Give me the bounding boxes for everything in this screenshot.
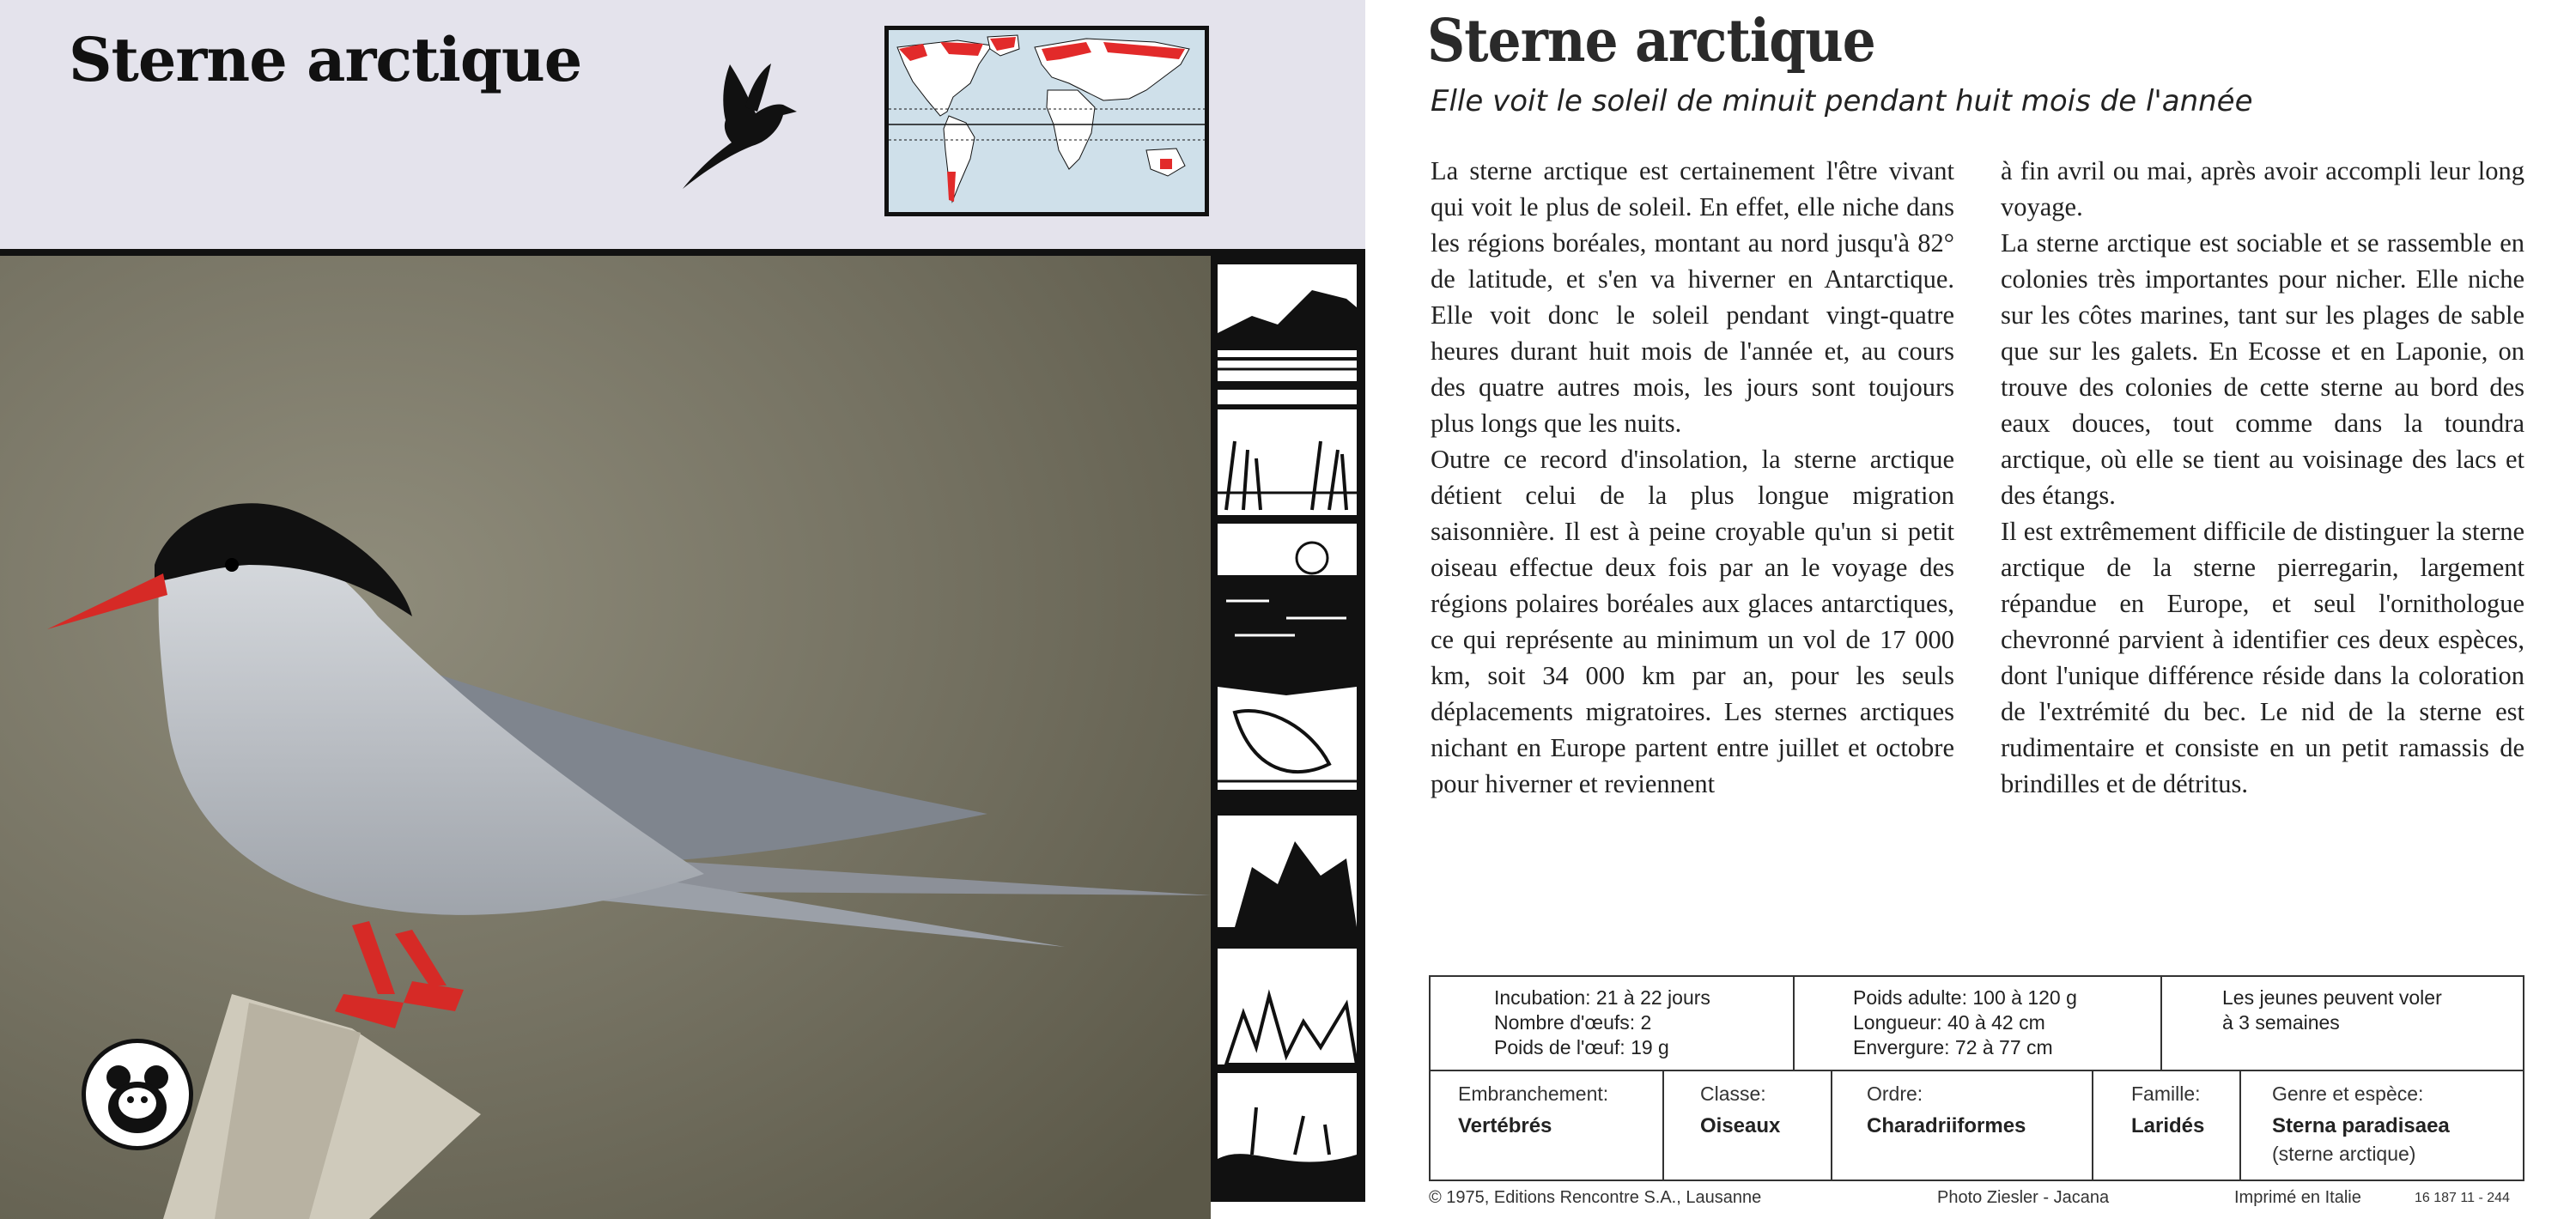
habitat-icon-reef	[1218, 936, 1357, 1064]
page-subtitle: Elle voit le soleil de minuit pendant huit mois de l'année	[1431, 84, 2253, 118]
phylum-label: Embranchement:	[1458, 1083, 1609, 1105]
species-label: Genre et espèce:	[2272, 1083, 2424, 1105]
habitat-icon-seabed	[1218, 1073, 1357, 1193]
habitat-icon-reeds	[1218, 390, 1357, 515]
facts-table	[1429, 975, 2524, 1181]
facts-row-biometrics	[1431, 977, 2523, 1071]
footer	[1429, 1188, 2537, 1214]
class-label: Classe:	[1700, 1083, 1766, 1105]
distribution-map	[884, 26, 1209, 216]
taxonomy-cell-family	[2093, 1070, 2241, 1181]
facts-cell-reproduction	[1431, 977, 1795, 1070]
habitat-icon-rocks	[1218, 798, 1357, 927]
class-value: Oiseaux	[1700, 1114, 1781, 1137]
card-header	[0, 0, 1365, 251]
egg-count-text: Nombre d'œufs: 2	[1494, 1011, 1652, 1034]
paragraph: à fin avril ou mai, après avoir accompli leur long voyage.	[2001, 156, 2524, 221]
length-text: Longueur: 40 à 42 cm	[1853, 1011, 2045, 1034]
young-text-line1: Les jeunes peuvent voler	[2222, 986, 2442, 1009]
text-column-2	[2001, 153, 2524, 802]
young-text-line2: à 3 semaines	[2222, 1011, 2340, 1034]
paragraph: Outre ce record d'insolation, la sterne arctique détient celui de la plus longue migration saisonnière. Il est à peine croyable qu'un si petit oiseau effectue deux fois par an le voyage des régions polaires boréales aux glaces antarctiques, ce qui représente au minimum un vol de 17 000 km, soit 34 000 km par an, pour les seuls déplacements migratoires. Les sternes arctiques nichant en Europe partent entre juillet et octobre pour hiverner et reviennent	[1431, 445, 1954, 798]
family-value: Laridés	[2131, 1114, 2205, 1137]
habitat-icon-shore	[1218, 661, 1357, 790]
flying-bird-icon	[678, 60, 824, 202]
panda-logo-icon	[82, 1039, 193, 1150]
card-title: Sterne arctique	[69, 24, 582, 95]
species-value: Sterna paradisaea	[2272, 1114, 2450, 1137]
order-value: Charadriiformes	[1867, 1114, 2026, 1137]
photo-credit-text: Photo Ziesler - Jacana	[1937, 1188, 2110, 1207]
paragraph: La sterne arctique est certainement l'être vivant qui voit le plus de soleil. En effet, elle niche dans les régions boréales, montant au nord jusqu'à 82° de latitude, et s'en va hiverner en Antarctique. Elle voit donc le soleil pendant vingt-quatre heures durant huit mois de l'année et, au cours des quatre autres mois, les jours sont toujours plus longs que les nuits.	[1431, 156, 1954, 438]
copyright-text: © 1975, Editions Rencontre S.A., Lausanne	[1429, 1188, 1762, 1207]
phylum-value: Vertébrés	[1458, 1114, 1552, 1137]
paragraph: Il est extrêmement difficile de distinguer la sterne arctique de la sterne pierregarin, largement répandue en Europe, et seul l'ornithologue chevronné parvient à identifier ces deux espèces, dont l'unique différence réside dans la coloration de l'extrémité du bec. Le nid de la sterne est rudimentaire et consiste en un petit ramassis de brindilles et de détritus.	[2001, 517, 2524, 798]
taxonomy-cell-order	[1832, 1070, 2093, 1181]
taxonomy-cell-species	[2241, 1070, 2524, 1181]
page-title: Sterne arctique	[1427, 7, 1875, 76]
back-page	[1374, 0, 2576, 1219]
text-column-1	[1431, 153, 1954, 802]
common-name: (sterne arctique)	[2272, 1143, 2416, 1165]
facts-row-taxonomy	[1431, 1070, 2523, 1181]
taxonomy-cell-phylum	[1431, 1070, 1664, 1181]
card-code-text: 16 187 11 - 244	[2415, 1191, 2510, 1205]
habitat-strip	[1211, 256, 1365, 1202]
printed-in-text: Imprimé en Italie	[2234, 1188, 2361, 1207]
taxonomy-cell-class	[1664, 1070, 1832, 1181]
header-divider	[0, 249, 1365, 256]
facts-cell-size	[1795, 977, 2162, 1070]
egg-weight-text: Poids de l'œuf: 19 g	[1494, 1036, 1669, 1058]
family-label: Famille:	[2131, 1083, 2201, 1105]
habitat-icon-ice	[1218, 264, 1357, 381]
paragraph: La sterne arctique est sociable et se rassemble en colonies très importantes pour nicher. Elle niche sur les côtes marines, tant sur les plages de sable que sur les galets. En Ecosse et en Laponie, on trouve des colonies de cette sterne au bord des eaux douces, tout comme dans la toundra arctique, où elle se tient au voisinage des lacs et des étangs.	[2001, 228, 2524, 510]
order-label: Ordre:	[1867, 1083, 1923, 1105]
adult-weight-text: Poids adulte: 100 à 120 g	[1853, 986, 2077, 1009]
incubation-text: Incubation: 21 à 22 jours	[1494, 986, 1710, 1009]
wingspan-text: Envergure: 72 à 77 cm	[1853, 1036, 2053, 1058]
habitat-icon-sunset-sea	[1218, 524, 1357, 652]
facts-cell-young	[2162, 977, 2523, 1070]
